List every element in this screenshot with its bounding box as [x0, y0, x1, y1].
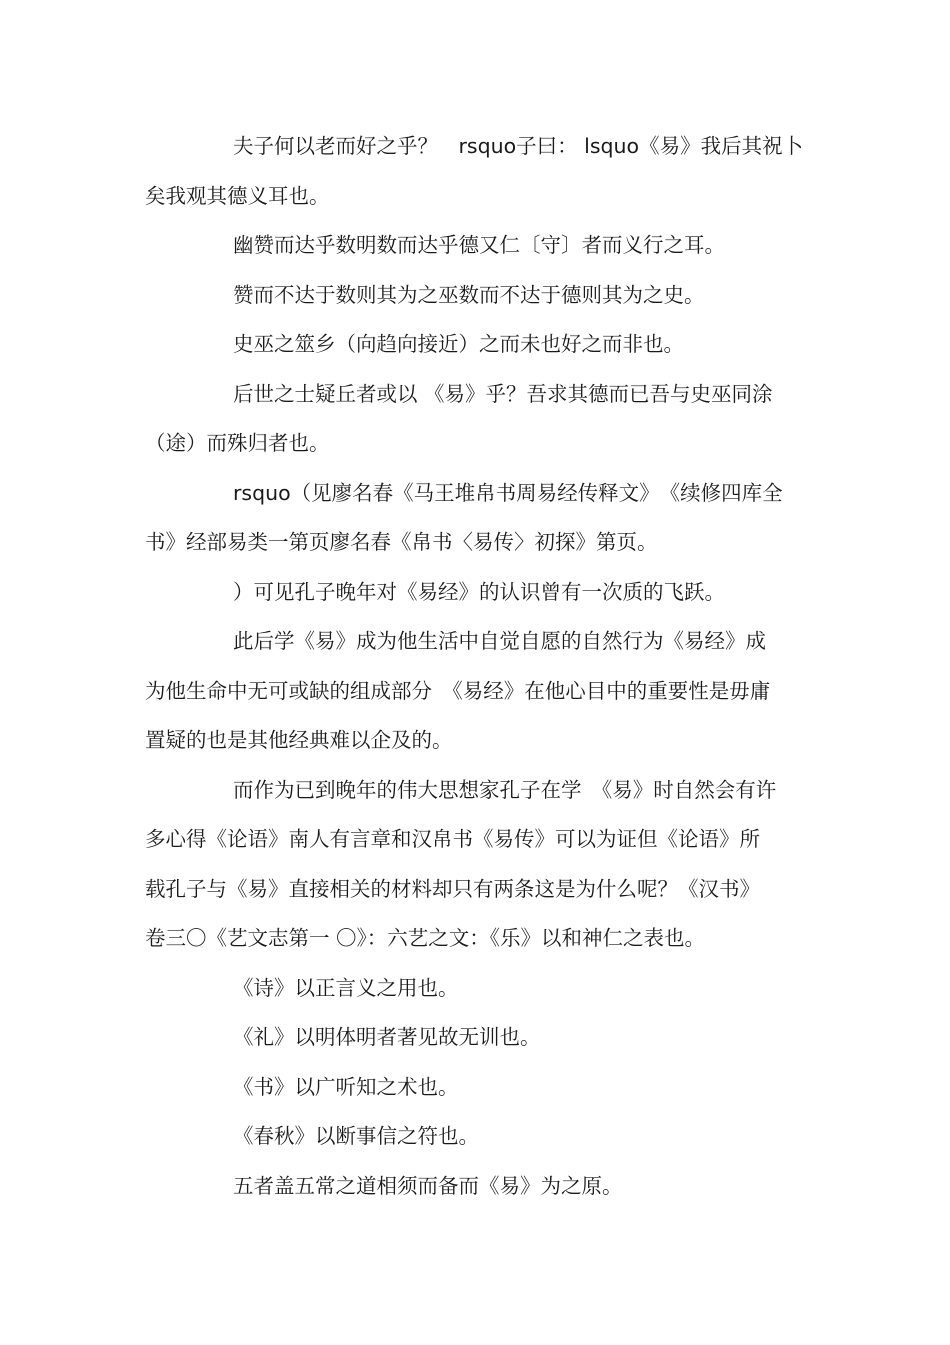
paragraph — [145, 766, 805, 964]
text-line: （途）而殊归者也。 — [145, 431, 330, 455]
text-line: 书》经部易类一第页廖名春《帛书〈易传〉初探》第页。 — [145, 530, 658, 554]
text-line: 载孔子与《易》直接相关的材料却只有两条这是为什么呢？《汉书》 — [145, 876, 760, 901]
text-line: 史巫之筮乡（向趋向接近）之而未也好之而非也。 — [233, 332, 684, 356]
text-line: 而作为已到晚年的伟大思想家孔子在学 《易》时自然会有许 — [233, 777, 777, 802]
text-line: 后世之士疑丘者或以 《易》乎？吾求其德而已吾与史巫同涂 — [233, 381, 773, 406]
text-line: 赞而不达于数则其为之巫数而不达于德则其为之史。 — [233, 282, 705, 307]
text-line: 《礼》以明体明者著见故无训也。 — [233, 1025, 541, 1049]
paragraph — [145, 469, 805, 568]
text-line: 此后学《易》成为他生活中自觉自愿的自然行为《易经》成 — [233, 629, 766, 653]
text-line: 多心得《论语》南人有言章和汉帛书《易传》可以为证但《论语》所 — [145, 827, 760, 851]
text-line: 幽赞而达乎数明数而达乎德又仁〔守〕者而义行之耳。 — [233, 233, 725, 257]
paragraph — [145, 122, 805, 221]
paragraph — [145, 568, 805, 618]
text-line: 《春秋》以断事信之符也。 — [233, 1124, 479, 1148]
paragraph — [145, 617, 805, 766]
paragraph — [145, 271, 805, 321]
text-line: 五者盖五常之道相须而备而《易》为之原。 — [233, 1173, 623, 1198]
text-line: 矣我观其德义耳也。 — [145, 183, 330, 208]
paragraph — [145, 1162, 805, 1212]
paragraph — [145, 964, 805, 1014]
text-line: 《书》以广听知之术也。 — [233, 1074, 459, 1099]
text-line: 卷三〇《艺文志第一 〇》：六艺之文：《乐》以和神仁之表也。 — [145, 926, 706, 950]
text-line: 置疑的也是其他经典难以企及的。 — [145, 728, 453, 752]
paragraph — [145, 1112, 805, 1162]
text-line: 夫子何以老而好之乎？ rsquo子曰： lsquo《易》我后其祝卜 — [233, 134, 804, 158]
text-line: 《诗》以正言义之用也。 — [233, 975, 459, 1000]
paragraph — [145, 1013, 805, 1063]
text-line: rsquo（见廖名春《马王堆帛书周易经传释文》 《续修四库全 — [233, 480, 783, 505]
paragraph — [145, 1063, 805, 1113]
paragraph — [145, 221, 805, 271]
paragraph — [145, 320, 805, 370]
text-line: 为他生命中无可或缺的组成部分 《易经》在他心目中的重要性是毋庸 — [145, 678, 771, 703]
paragraph — [145, 370, 805, 469]
text-line: ）可见孔子晚年对《易经》的认识曾有一次质的飞跃。 — [233, 579, 725, 604]
document-body — [145, 122, 805, 1211]
